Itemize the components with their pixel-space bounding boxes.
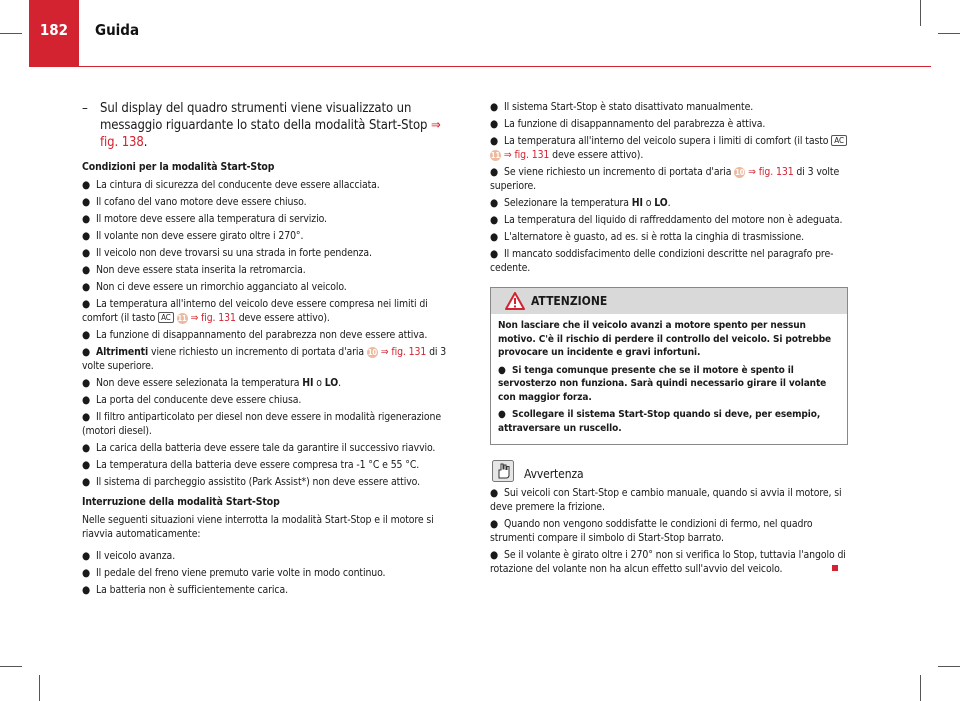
crop-mark (938, 33, 960, 34)
section-heading: Condizioni per la modalità Start-Stop (82, 161, 275, 173)
interruption-list (82, 549, 460, 597)
callout-number: 11 (177, 314, 187, 323)
figure-ref-link[interactable]: ⇒ fig. 131 (380, 346, 427, 358)
list-item: ● Il sistema di parcheggio assistito (Park Assist*) non deve essere attivo. (82, 476, 420, 488)
list-item: ● Quando non vengono soddisfatte le condizioni di fermo, nel quadro strumenti compare il simbolo di Start-Stop barrato. (490, 518, 813, 544)
callout-number: 11 (490, 151, 501, 160)
list-item: ● La carica della batteria deve essere tale da garantire il successivo riavvio. (82, 442, 436, 454)
figure-ref-link[interactable]: ⇒ fig. 138 (100, 118, 441, 150)
bullet-icon: ● (82, 442, 91, 454)
note-hand-icon (492, 460, 514, 482)
conditions-list (82, 178, 460, 489)
bullet-icon: ● (82, 196, 91, 208)
bullet-icon: ● (82, 459, 91, 471)
list-item: ● Il veicolo non deve trovarsi su una strada in forte pendenza. (82, 247, 372, 259)
list-item: ● Il volante non deve essere girato oltre i 270°. (82, 230, 304, 242)
list-item: ● Non deve essere stata inserita la retromarcia. (82, 264, 306, 276)
list-item: ● Il motore deve essere alla temperatura di servizio. (82, 213, 327, 225)
list-item: ● Il mancato soddisfacimento delle condizioni descritte nel paragrafo precedente. (490, 248, 834, 274)
callout-number: 10 (735, 168, 745, 177)
list-item: ● Il sistema Start-Stop è stato disattivato manualmente. (490, 101, 754, 113)
list-item: ● Il filtro antiparticolato per diesel non deve essere in modalità rigenerazione (motori diesel). (82, 411, 442, 437)
section-heading: Interruzione della modalità Start-Stop (82, 496, 280, 508)
list-item: ● Il cofano del vano motore deve essere chiuso. (82, 196, 307, 208)
warning-title: ATTENZIONE (531, 294, 608, 308)
list-item: ● La temperatura del liquido di raffreddamento del motore non è adeguata. (490, 214, 843, 226)
crop-mark (39, 675, 40, 701)
bullet-icon: ● (82, 281, 91, 293)
note-header (490, 460, 848, 482)
bullet-icon: ● (490, 166, 499, 178)
list-item: ● L'alternatore è guasto, ad es. si è rotta la cinghia di trasmissione. (490, 231, 804, 243)
bullet-icon: ● (82, 230, 91, 242)
warning-box (490, 287, 848, 445)
intro-step: – Sul display del quadro strumenti viene visualizzato un messaggio riguardante lo stato della modalità Start-Stop ⇒ fig. 138. (82, 101, 441, 150)
bullet-icon: ● (82, 247, 91, 259)
crop-mark (938, 666, 960, 667)
bullet-icon: ● (82, 476, 91, 488)
bullet-icon: ● (82, 298, 91, 310)
warning-triangle-icon (505, 292, 525, 310)
warning-header (491, 288, 847, 314)
bullet-icon: ● (490, 487, 499, 499)
crop-mark (920, 0, 921, 26)
list-item: ● Non ci deve essere un rimorchio agganciato al veicolo. (82, 281, 347, 293)
bullet-icon: ● (82, 394, 91, 406)
bullet-icon: ● (490, 135, 499, 147)
list-item: ● Selezionare la temperatura HI o LO. (490, 197, 671, 209)
figure-ref-link[interactable]: ⇒ fig. 131 (190, 312, 236, 324)
bullet-icon: ● (82, 213, 91, 225)
figure-ref-link[interactable]: ⇒ fig. 131 (503, 149, 550, 161)
paragraph: Nelle seguenti situazioni viene interrotta la modalità Start-Stop e il motore si riavvia automaticamente: (82, 514, 434, 540)
list-item: ● La temperatura della batteria deve essere compresa tra -1 °C e 55 °C. (82, 459, 420, 471)
bullet-icon: ● (82, 346, 91, 358)
crop-mark (0, 666, 22, 667)
list-item: ● La batteria non è sufficientemente carica. (82, 584, 288, 596)
list-item: ● Sui veicoli con Start-Stop e cambio manuale, quando si avvia il motore, si deve premere la frizione. (490, 487, 842, 513)
bullet-icon: ● (82, 567, 91, 579)
bullet-icon: ● (490, 101, 499, 113)
figure-ref-link[interactable]: ⇒ fig. 131 (748, 166, 794, 178)
end-square-icon (832, 565, 838, 571)
list-item: ● La porta del conducente deve essere chiusa. (82, 394, 302, 406)
bullet-icon: ● (82, 584, 91, 596)
bullet-icon: ● (490, 197, 499, 209)
bullet-icon: ● (490, 248, 499, 260)
right-column (490, 100, 848, 579)
list-item: ● Il veicolo avanza. (82, 550, 176, 562)
bullet-icon: ● (498, 409, 506, 420)
bullet-icon: ● (82, 264, 91, 276)
list-item: ● La funzione di disappannamento del parabrezza è attiva. (490, 118, 766, 130)
bullet-icon: ● (490, 214, 499, 226)
bullet-icon: ● (82, 411, 91, 423)
bullet-icon: ● (490, 118, 499, 130)
list-item: ● La cintura di sicurezza del conducente deve essere allacciata. (82, 179, 380, 191)
list-item: ● La temperatura all'interno del veicolo supera i limiti di comfort (il tasto AC 11 ⇒ fig. 131 deve essere attivo). (490, 134, 848, 162)
note-title: Avvertenza (524, 467, 584, 481)
list-item: ● La temperatura all'interno del veicolo deve essere compresa nei limiti di comfort (il tasto AC 11 ⇒ fig. 131 deve essere attivo). (82, 298, 428, 324)
ac-key-icon: AC (158, 312, 174, 323)
page-title: Guida (95, 21, 140, 39)
page-number: 182 (39, 21, 69, 39)
bullet-icon: ● (490, 549, 499, 561)
warning-body (491, 314, 847, 444)
bullet-icon: ● (490, 231, 499, 243)
warning-item: ● Scollegare il sistema Start-Stop quando si deve, per esempio, attraversare un ruscello. (498, 409, 821, 434)
bullet-icon: ● (82, 550, 91, 562)
crop-mark (920, 675, 921, 701)
bullet-icon: ● (490, 518, 499, 530)
warning-paragraph: Non lasciare che il veicolo avanzi a motore spento per nessun motivo. C'è il rischio di perdere il controllo del veicolo. Si potrebbe provocare un incidente e gravi infortuni. (498, 320, 832, 358)
list-item: ● La funzione di disappannamento del parabrezza non deve essere attiva. (82, 329, 428, 341)
ac-key-icon: AC (831, 135, 847, 146)
callout-number: 10 (367, 348, 378, 357)
note-list (490, 486, 848, 576)
left-column (82, 100, 460, 600)
warning-item: ● Si tenga comunque presente che se il motore è spento il servosterzo non funziona. Sarà quindi necessario girare il volante con maggior forza. (498, 364, 827, 403)
bullet-icon: ● (498, 364, 506, 376)
bullet-icon: ● (82, 179, 91, 191)
stop-conditions-list (490, 100, 848, 275)
bullet-icon: ● (82, 329, 91, 341)
list-item: ● Se il volante è girato oltre i 270° non si verifica lo Stop, tuttavia l'angolo di rotazione del volante non ha alcun effetto sull'avvio del veicolo. (490, 549, 846, 575)
header-rule (79, 66, 931, 67)
list-item: ● Altrimenti viene richiesto un incremento di portata d'aria 10 ⇒ fig. 131 di 3 volte superiore. (82, 346, 447, 372)
bullet-icon: ● (82, 377, 91, 389)
list-item: ● Se viene richiesto un incremento di portata d'aria 10 ⇒ fig. 131 di 3 volte superiore. (490, 166, 840, 192)
list-item: ● Non deve essere selezionata la temperatura HI o LO. (82, 377, 341, 389)
crop-mark (0, 33, 22, 34)
list-item: ● Il pedale del freno viene premuto varie volte in modo continuo. (82, 567, 386, 579)
